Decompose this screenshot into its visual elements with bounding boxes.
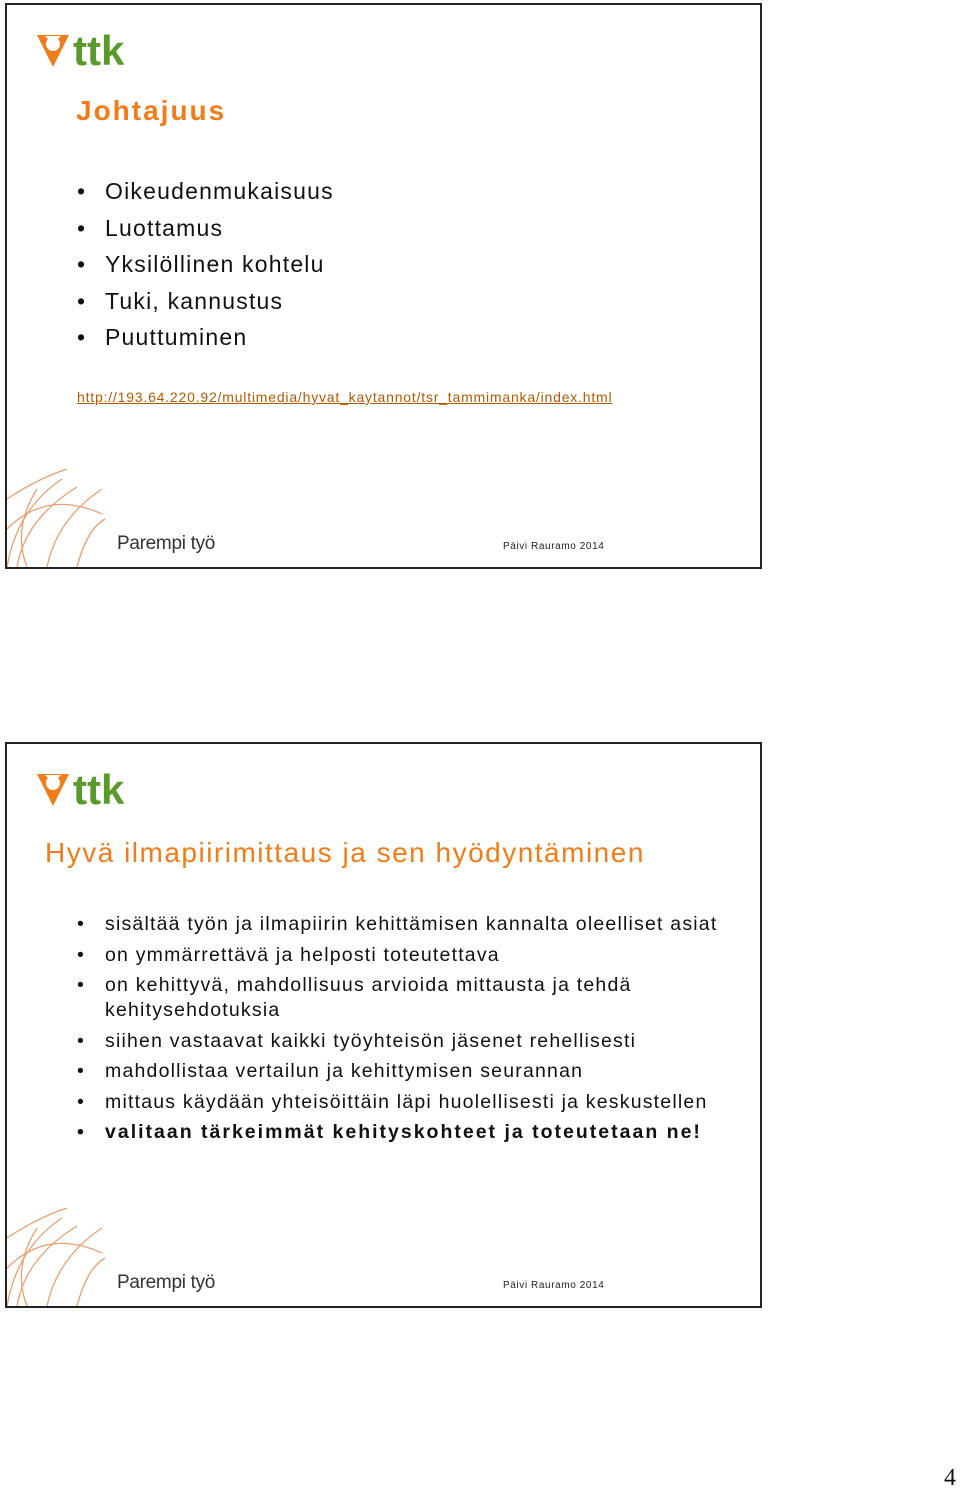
bullet-list: [77, 912, 737, 1151]
parempi-tyo-brand: Parempi työ: [117, 1272, 216, 1293]
arc-pattern-icon: [7, 469, 107, 567]
list-item-emphasis: • valitaan tärkeimmät kehityskohteet ja toteutetaan ne!: [77, 1120, 737, 1145]
page-number: 4: [944, 1465, 956, 1491]
list-item: • mahdollistaa vertailun ja kehittymisen seurannan: [77, 1059, 737, 1084]
svg-text:ttk: ttk: [73, 27, 125, 71]
slide-ilmapiirimittaus: [5, 742, 762, 1308]
ttk-logo: [35, 27, 145, 71]
list-item: • mittaus käydään yhteisöittäin läpi huolellisesti ja keskustellen: [77, 1090, 737, 1115]
list-item: • Puuttuminen: [77, 319, 334, 356]
ttk-shield-icon: [37, 774, 69, 806]
slide-johtajuus: [5, 3, 762, 569]
svg-text:ttk: ttk: [73, 766, 125, 810]
list-item: • on ymmärrettävä ja helposti toteutettava: [77, 943, 737, 968]
list-item: • Oikeudenmukaisuus: [77, 173, 334, 210]
ttk-logo: [35, 766, 145, 810]
author-credit: Päivi Rauramo 2014: [503, 541, 605, 552]
list-item: • sisältää työn ja ilmapiirin kehittämisen kannalta oleelliset asiat: [77, 912, 737, 937]
bullet-list: [77, 173, 334, 356]
list-item: • Luottamus: [77, 210, 334, 247]
slide-title: Hyvä ilmapiirimittaus ja sen hyödyntäminen: [45, 837, 645, 868]
author-credit: Päivi Rauramo 2014: [503, 1280, 605, 1291]
slide-title: Johtajuus: [76, 95, 227, 126]
source-link[interactable]: http://193.64.220.92/multimedia/hyvat_kaytannot/tsr_tammimanka/index.html: [77, 389, 613, 405]
list-item: • Tuki, kannustus: [77, 283, 334, 320]
parempi-tyo-brand: Parempi työ: [117, 533, 216, 554]
list-item: • on kehittyvä, mahdollisuus arvioida mittausta ja tehdä kehitysehdotuksia: [77, 973, 737, 1023]
ttk-shield-icon: [37, 35, 69, 67]
arc-pattern-icon: [7, 1208, 107, 1306]
list-item: • Yksilöllinen kohtelu: [77, 246, 334, 283]
list-item: • siihen vastaavat kaikki työyhteisön jäsenet rehellisesti: [77, 1029, 737, 1054]
